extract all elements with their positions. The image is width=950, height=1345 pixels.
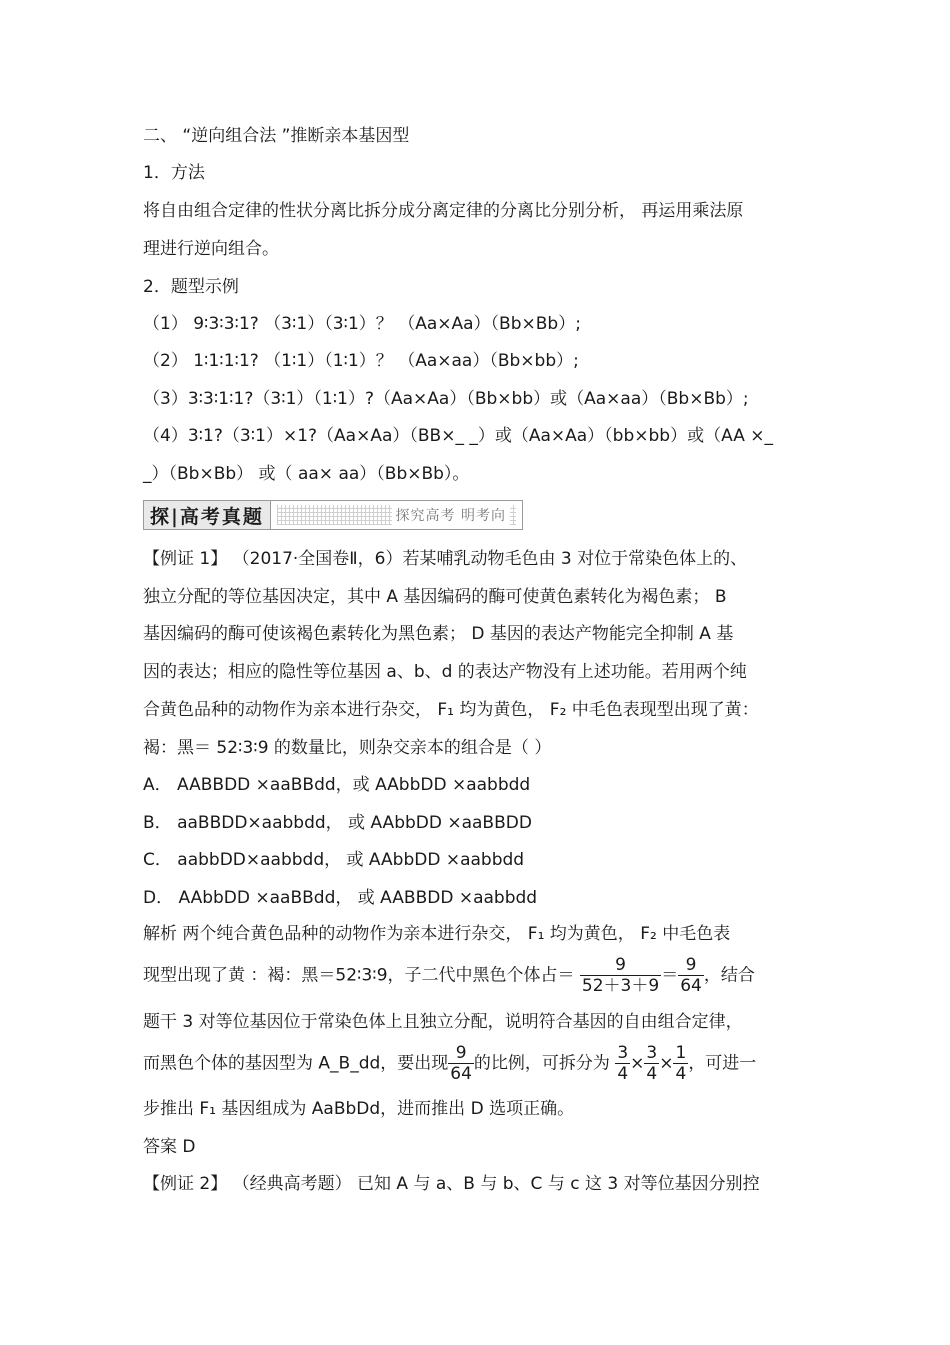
analysis-line-4 — [143, 1043, 756, 1084]
example-line-2: （2） 1∶1∶1∶1? （1∶1）（1∶1）？ （Aa×aa）（Bb×bb）; — [143, 351, 579, 371]
analysis-line-3: 题干 3 对等位基因位于常染色体上且独立分配，说明符合基因的自由组合定律， — [143, 1012, 743, 1032]
example2-line-1: 【例证 2】 （经典高考题） 已知 A 与 a、B 与 b、C 与 c 这 3 对等位基因分别控 — [143, 1174, 760, 1194]
option-b: B． aaBBDD×aabbdd， 或 AAbbDD ×aaBBDD — [143, 813, 532, 833]
fraction-numerator: 3 — [617, 1043, 629, 1063]
section-banner — [143, 500, 523, 530]
example1-line-4: 因的表达；相应的隐性等位基因 a、b、d 的表达产物没有上述功能。若用两个纯 — [143, 662, 747, 682]
example1-line-1: 【例证 1】 （2017·全国卷Ⅱ，6）若某哺乳动物毛色由 3 对位于常染色体上的、 — [143, 549, 748, 569]
analysis-line-4-tail: ，可进一 — [688, 1053, 757, 1074]
example-line-4: （4）3∶1?（3∶1）×1?（Aa×Aa）（BB×_ _）或（Aa×Aa）（bb×bb）或（AA ×_ — [143, 426, 773, 446]
option-d: D． AAbbDD ×aaBBdd， 或 AABBDD ×aabbdd — [143, 888, 538, 908]
fraction-denominator: 4 — [617, 1064, 629, 1084]
example1-line-2: 独立分配的等位基因决定，其中 A 基因编码的酶可使黄色素转化为褐色素； B — [143, 587, 727, 607]
fraction-9-over-64-ratio — [448, 1043, 474, 1084]
fraction-denominator: 4 — [675, 1064, 687, 1084]
analysis-line-2-tail: ，结合 — [703, 965, 755, 986]
fraction-1-over-4 — [673, 1043, 688, 1084]
fraction-3-over-4-a — [615, 1043, 630, 1084]
example-line-1: （1） 9∶3∶3∶1? （3∶1）（3∶1）？ （Aa×Aa）（Bb×Bb）; — [143, 314, 581, 334]
example1-line-5: 合黄色品种的动物作为亲本进行杂交， F₁ 均为黄色， F₂ 中毛色表现型出现了黄： — [143, 700, 759, 720]
fraction-numerator: 3 — [646, 1043, 658, 1063]
times-sign: × — [630, 1053, 645, 1074]
fraction-numerator: 9 — [448, 1043, 474, 1064]
fraction-denominator: 64 — [680, 976, 702, 996]
banner-right-label: 探究高考 明考向 — [392, 505, 510, 525]
fraction-denominator: 64 — [450, 1064, 472, 1084]
answer-line: 答案 D — [143, 1137, 196, 1157]
times-sign: × — [659, 1053, 674, 1074]
method-heading: 1．方法 — [143, 163, 205, 183]
analysis-line-2-text: 现型出现了黄 ：褐：黑＝52∶3∶9，子二代中黑色个体占＝ — [143, 965, 575, 986]
equals-sign: ＝ — [661, 965, 679, 986]
section-title: 二、 “逆向组合法 ”推断亲本基因型 — [143, 126, 410, 146]
fraction-3-over-4-b — [644, 1043, 659, 1084]
fraction-denominator: 4 — [646, 1064, 658, 1084]
analysis-line-2 — [143, 955, 755, 996]
analysis-line-1: 解析 两个纯合黄色品种的动物作为亲本进行杂交， F₁ 均为黄色， F₂ 中毛色表 — [143, 924, 731, 944]
banner-grid-pattern — [277, 505, 516, 525]
fraction-9-over-64 — [678, 955, 704, 996]
examples-heading: 2．题型示例 — [143, 277, 239, 297]
option-c: C． aabbDD×aabbdd， 或 AAbbDD ×aabbdd — [143, 850, 525, 870]
fraction-9-over-64-sum — [580, 955, 661, 996]
fraction-numerator: 9 — [678, 955, 704, 976]
method-text-line-1: 将自由组合定律的性状分离比拆分成分离定律的分离比分别分析， 再运用乘法原 — [143, 201, 744, 221]
option-a: A． AABBDD ×aaBBdd，或 AAbbDD ×aabbdd — [143, 775, 531, 795]
fraction-numerator: 1 — [675, 1043, 687, 1063]
example1-line-3: 基因编码的酶可使该褐色素转化为黑色素； D 基因的表达产物能完全抑制 A 基 — [143, 624, 734, 644]
analysis-line-5: 步推出 F₁ 基因组成为 AaBbDd，进而推出 D 选项正确。 — [143, 1099, 575, 1119]
method-text-line-2: 理进行逆向组合。 — [143, 239, 279, 259]
fraction-denominator: 52＋3＋9 — [581, 976, 660, 996]
example1-line-6: 褐：黑＝ 52∶3∶9 的数量比，则杂交亲本的组合是（ ） — [143, 738, 552, 758]
example-line-3: （3）3∶3∶1∶1?（3∶1）（1∶1）?（Aa×Aa）（Bb×bb）或（Aa×aa）（Bb×Bb）; — [143, 389, 749, 409]
analysis-line-4-text: 而黑色个体的基因型为 A_B_dd，要出现 — [143, 1053, 449, 1074]
banner-left-label: 探|高考真题 — [144, 501, 271, 529]
example-line-5: _）（Bb×Bb） 或（ aa× aa）（Bb×Bb）。 — [143, 464, 470, 484]
fraction-numerator: 9 — [580, 955, 661, 976]
analysis-line-4-mid: 的比例，可拆分为 — [473, 1053, 610, 1074]
